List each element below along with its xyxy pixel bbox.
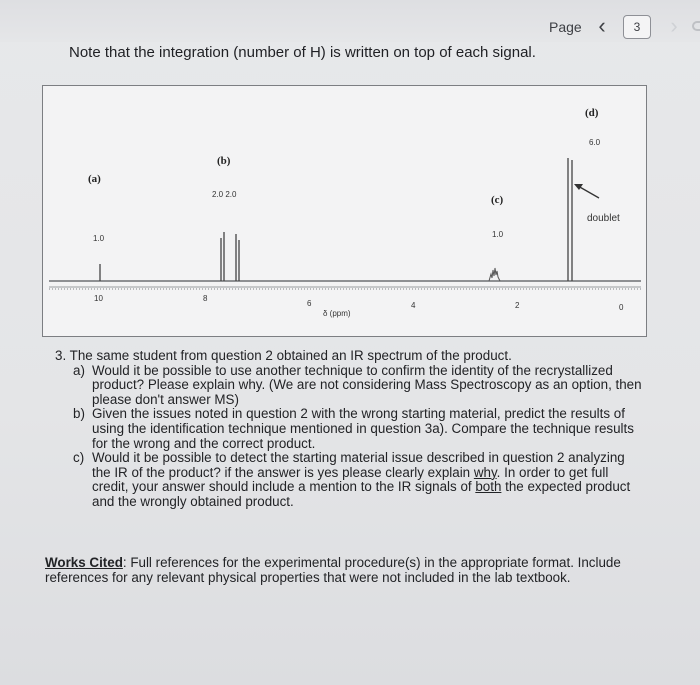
question-parts [55,364,645,510]
integration-b: 2.0 2.0 [212,190,237,199]
part-c-marker: c) [73,450,85,466]
page-label: Page [549,19,582,35]
integration-d: 6.0 [589,138,601,147]
x-tick-10: 10 [94,294,103,303]
part-a-marker: a) [73,362,85,378]
integration-note: Note that the integration (number of H) is written on top of each signal. [69,44,536,61]
signal-label-b: (b) [217,155,231,167]
x-tick-4: 4 [411,301,416,310]
x-tick-8: 8 [203,294,208,303]
signal-label-d: (d) [585,107,599,119]
x-tick-0: 0 [619,303,624,312]
integration-c: 1.0 [492,230,504,239]
integration-a: 1.0 [93,234,105,243]
more-icon [692,21,700,31]
question-part-c [73,451,645,509]
previous-page-icon[interactable]: ‹ [598,13,606,38]
works-cited-title: Works Cited [45,555,123,570]
nmr-spectrum-svg [43,86,648,338]
part-c-both: both [475,479,502,495]
signal-label-a: (a) [88,173,101,185]
question-part-a [73,364,645,408]
part-a-text: Would it be possible to use another technique to confirm the identity of the recrystallized product? Please explain why. (We are not considering Mass Spectroscopy as an option, then please don't answer MS) [92,362,642,407]
part-c-text-2: . In order to get full credit, your answer should include a mention to the IR signals of [92,464,609,495]
x-axis-label: δ (ppm) [323,309,351,318]
question-heading: 3. The same student from question 2 obtained an IR spectrum of the product. [55,348,512,363]
question-3 [55,349,645,510]
part-c-why: why [473,464,497,480]
page-toolbar [0,0,700,42]
question-part-b [73,407,645,451]
doublet-arrow [578,186,599,198]
part-b-marker: b) [73,406,85,422]
next-page-icon[interactable]: › [670,13,678,38]
part-c-text-1: Would it be possible to detect the starting material issue described in question 2 analyzing the IR of the product? if the answer is yes please clearly explain [92,450,625,480]
x-tick-6: 6 [307,299,312,308]
works-cited-text: : Full references for the experimental procedure(s) in the appropriate format. Include references for any relevant physical properties that were not included in the lab textbook. [45,555,621,585]
doublet-note: doublet [587,213,620,224]
nmr-spectrum [42,85,647,337]
x-tick-2: 2 [515,301,520,310]
part-b-text: Given the issues noted in question 2 with the wrong starting material, predict the results of using the identification technique mentioned in question 3a). Compare the technique results for the wrong and the correct product. [92,406,634,451]
peak-c-multiplet [489,268,500,281]
works-cited [45,556,645,585]
part-c-text-3: the expected product and the wrongly obtained product. [92,479,631,509]
doublet-arrow-head [574,184,583,190]
current-page-number[interactable]: 3 [623,15,651,39]
signal-label-c: (c) [491,194,504,206]
